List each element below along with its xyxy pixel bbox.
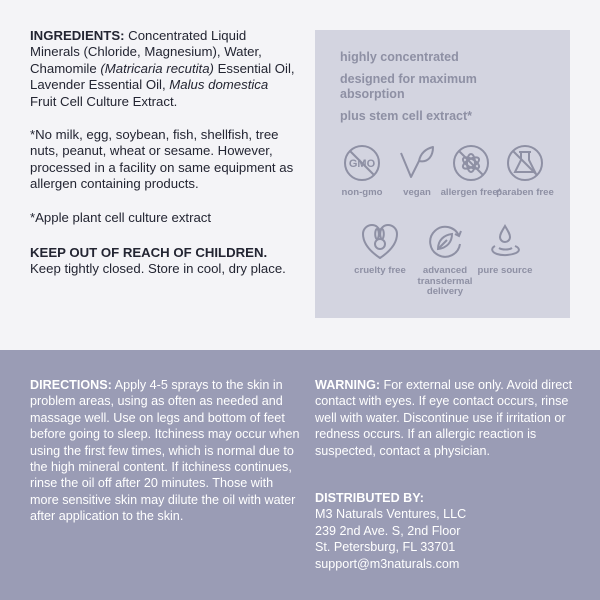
badge-label-vegan: vegan [403,187,431,198]
allergen-free-icon [451,143,491,183]
badge-label-non-gmo: non-gmo [341,187,383,198]
distributor-company: M3 Naturals Ventures, LLC [315,507,467,522]
non-gmo-icon [342,143,382,183]
warning-block [315,377,577,459]
gmo-icon-text: GMO [348,158,376,170]
transdermal-delivery-icon [425,222,465,262]
badge-label-transdermal: advanced transdermal delivery [417,265,473,297]
ingredients-heading: INGREDIENTS: [30,28,125,43]
ingredients-latin-malus: Malus domestica [169,77,269,93]
cruelty-free-rabbit-icon [360,222,400,262]
distributed-heading: DISTRIBUTED BY: [315,491,424,505]
keep-out-warning [30,245,295,278]
ingredients-text-3: Fruit Cell Culture Extract. [30,93,178,109]
warning-heading: WARNING: [315,378,381,392]
claim-maximum-absorption: designed for maximum absorption [340,72,477,101]
keep-heading: KEEP OUT OF REACH OF CHILDREN. [30,245,268,261]
paraben-free-icon [505,143,545,183]
allergen-note: *No milk, egg, soybean, fish, shellfish, tree nuts, peanut, wheat or sesame. However, processed in a facility on same equipment as allergen containing products. [30,127,294,192]
distributor-email[interactable]: support@m3naturals.com [315,556,460,571]
badge-label-allergen-free: allergen free* [440,187,502,198]
badge-label-cruelty-free: cruelty free [354,265,406,276]
badge-label-pure-source: pure source [477,265,533,276]
claim-stem-cell: plus stem cell extract* [340,109,473,123]
directions-block [30,377,300,525]
warning-text: For external use only. Avoid direct contact with eyes. If eye contact occurs, rinse well with water. Discontinue use if irritation or redness occurs. If an allergic reaction is suspected, contact a physician. [315,378,573,458]
ingredients-latin-chamomile: (Matricaria recutita) [100,60,214,76]
distributor-city: St. Petersburg, FL 33701 [315,540,456,555]
water-drop-icon [485,222,525,262]
claim-highly-concentrated: highly concentrated [340,50,459,64]
bottom-section [0,350,600,600]
ingredients-paragraph [30,28,295,110]
vegan-leaf-icon [397,143,437,183]
ingredients-block [30,28,295,278]
ingredients-text-1: Concentrated Liquid Minerals (Chloride, Magnesium), Water, Chamomile [30,28,262,76]
distributor-street: 239 2nd Ave. S, 2nd Floor [315,523,461,538]
apple-note: *Apple plant cell culture extract [30,209,212,225]
directions-text: Apply 4-5 sprays to the skin in problem areas, using as often as needed and massage well. Use on legs and bottom of feet before going to sleep. Itchiness may occur when using the first few times, which is normal due to the high mineral content. If itchiness continues, rinse the oil off after 20 minutes. Those with more sensitive skin may dilute the oil with water after application to the skin. [30,378,300,524]
directions-heading: DIRECTIONS: [30,378,112,392]
claims-panel [315,30,570,318]
distributed-block [315,490,577,572]
keep-text: Keep tightly closed. Store in cool, dry place. [30,261,286,277]
badge-label-paraben-free: paraben free [496,187,554,198]
ingredients-text-2: Essential Oil, Lavender Essential Oil, [30,60,295,93]
